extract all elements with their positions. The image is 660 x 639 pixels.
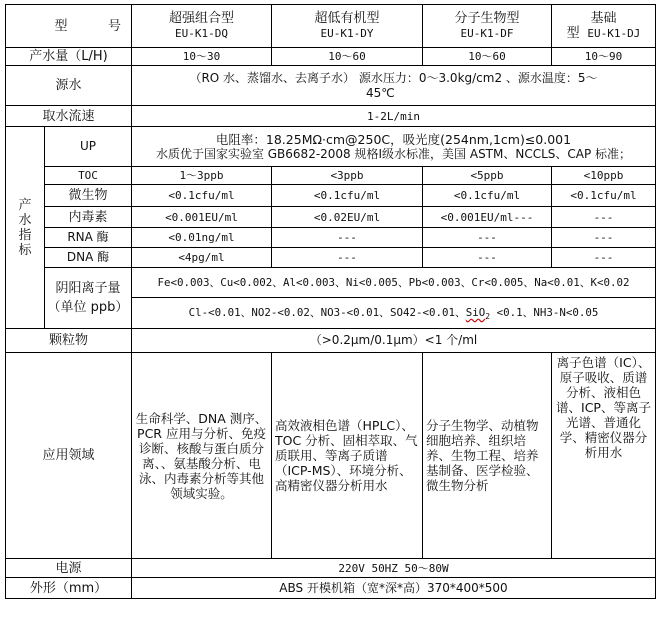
row-label: TOC	[45, 167, 132, 185]
ions-line2-pre: Cl-<0.01、NO2-<0.02、NO3-<0.01、SO42-<0.01、	[188, 306, 466, 319]
row-label: 取水流速	[6, 106, 132, 127]
toc-value: <10ppb	[552, 167, 656, 185]
model-code: EU-K1-DJ	[587, 27, 641, 40]
toc-value: <5ppb	[423, 167, 552, 185]
output-value: 10～90	[552, 48, 656, 66]
row-label: 外形（mm）	[6, 578, 132, 599]
ions-line1: Fe<0.003、Cu<0.002、Al<0.003、Ni<0.005、Pb<0.003、Cr<0.005、Na<0.01、K<0.02	[132, 268, 655, 298]
rnase-value: <0.01ng/ml	[132, 228, 272, 248]
rnase-value: ---	[272, 228, 423, 248]
toc-value: <3ppb	[272, 167, 423, 185]
output-value: 10～60	[423, 48, 552, 66]
endotoxin-value: ---	[552, 207, 656, 228]
microbe-value: <0.1cfu/ml	[552, 185, 656, 207]
up-line2: 水质优于国家实验室 GB6682-2008 规格Ⅰ级水标准，美国 ASTM、NCCLS、CAP 标准；	[155, 146, 632, 161]
particles-row	[6, 329, 656, 353]
model-code: EU-K1-DF	[460, 27, 514, 40]
indicator-group-text: 产水指标	[18, 197, 32, 258]
dnase-row	[6, 248, 656, 268]
up-line1: 电阻率：18.25MΩ·cm@250C，吸光度(254nm,1cm)≤0.001	[215, 131, 572, 147]
application-value: 分子生物学、动植物细胞培养、组织培养、生物工程、培养基制备、医学检验、微生物分析	[423, 353, 552, 559]
model-header-dq	[132, 5, 272, 48]
up-value	[132, 127, 656, 167]
flow-row	[6, 106, 656, 127]
spec-table-container	[5, 4, 655, 634]
spec-table	[5, 4, 656, 599]
output-row	[6, 48, 656, 66]
power-row	[6, 559, 656, 578]
row-label: 电源	[6, 559, 132, 578]
flow-value: 1-2L/min	[132, 106, 656, 127]
endotoxin-value: <0.02EU/ml	[272, 207, 423, 228]
row-label: DNA 酶	[45, 248, 132, 268]
row-label: 阴阳离子量（单位 ppb）	[45, 268, 132, 329]
application-value: 高效液相色谱（HPLC）、TOC 分析、固相萃取、气质联用、等离子质谱（ICP-MS）、环境分析、高精密仪器分析用水	[272, 353, 423, 559]
sio2-subscript: 2	[485, 312, 491, 322]
ions-value	[132, 268, 656, 329]
model-header-df	[423, 5, 552, 48]
dnase-value: ---	[272, 248, 423, 268]
shape-value: ABS 开模机箱（宽*深*高）370*400*500	[132, 578, 656, 599]
microbe-value: <0.1cfu/ml	[132, 185, 272, 207]
model-name: 基础	[590, 11, 617, 26]
source-value	[132, 66, 656, 106]
endotoxin-row	[6, 207, 656, 228]
output-value: 10～30	[132, 48, 272, 66]
power-value: 220V 50HZ 50～80W	[132, 559, 656, 578]
endotoxin-value: <0.001EU/ml	[132, 207, 272, 228]
microbe-value: <0.1cfu/ml	[272, 185, 423, 207]
indicator-group-label	[6, 127, 45, 329]
particles-value: （>0.2μm/0.1μm）<1 个/ml	[132, 329, 656, 353]
dnase-value: ---	[423, 248, 552, 268]
row-label: 源水	[6, 66, 132, 106]
sio2-formula	[465, 306, 491, 322]
model-name: 超强组合型	[168, 11, 234, 26]
rnase-row	[6, 228, 656, 248]
model-code: EU-K1-DY	[320, 27, 374, 40]
ions-line2	[132, 298, 655, 328]
row-label: 产水量（L/H)	[6, 48, 132, 66]
toc-row	[6, 167, 656, 185]
source-line2: 45℃	[366, 85, 395, 100]
dnase-value: <4pg/ml	[132, 248, 272, 268]
type-label-right: 号	[107, 18, 121, 34]
rnase-value: ---	[552, 228, 656, 248]
ions-row	[6, 268, 656, 329]
row-label: RNA 酶	[45, 228, 132, 248]
row-label: UP	[45, 127, 132, 167]
microbe-value: <0.1cfu/ml	[423, 185, 552, 207]
model-header-dj	[552, 5, 656, 48]
row-label: 颗粒物	[6, 329, 132, 353]
endotoxin-value: <0.001EU/ml---	[423, 207, 552, 228]
row-label: 应用领域	[6, 353, 132, 559]
application-value: 离子色谱（IC）、原子吸收、质谱分析、液相色谱、ICP、等离子光谱、普通化学、精密仪器分析用水	[552, 353, 656, 559]
model-name: 超低有机型	[314, 11, 380, 26]
shape-row	[6, 578, 656, 599]
model-code: EU-K1-DQ	[175, 27, 228, 40]
output-value: 10～60	[272, 48, 423, 66]
microbe-row	[6, 185, 656, 207]
application-value: 生命科学、DNA 测序、PCR 应用与分析、免疫诊断、核酸与蛋白质分离、、氨基酸分析、电泳、内毒素分析等其他领域实验。	[132, 353, 272, 559]
header-row	[6, 5, 656, 48]
up-row	[6, 127, 656, 167]
model-header-dy	[272, 5, 423, 48]
toc-value: 1～3ppb	[132, 167, 272, 185]
type-label-left: 型	[54, 18, 68, 34]
type-header-cell	[6, 5, 132, 48]
rnase-value: ---	[423, 228, 552, 248]
row-label: 内毒素	[45, 207, 132, 228]
model-name-suffix: 型	[566, 26, 580, 41]
row-label: 微生物	[45, 185, 132, 207]
source-row	[6, 66, 656, 106]
model-name: 分子生物型	[454, 11, 520, 26]
application-row	[6, 353, 656, 559]
sio2-text: SiO	[465, 306, 486, 319]
ions-line2-post: <0.1、NH3-N<0.05	[490, 306, 599, 319]
source-line1: （RO 水、蒸馏水、去离子水） 源水压力：0～3.0kg/cm2 、源水温度：5～	[189, 70, 598, 85]
dnase-value: ---	[552, 248, 656, 268]
